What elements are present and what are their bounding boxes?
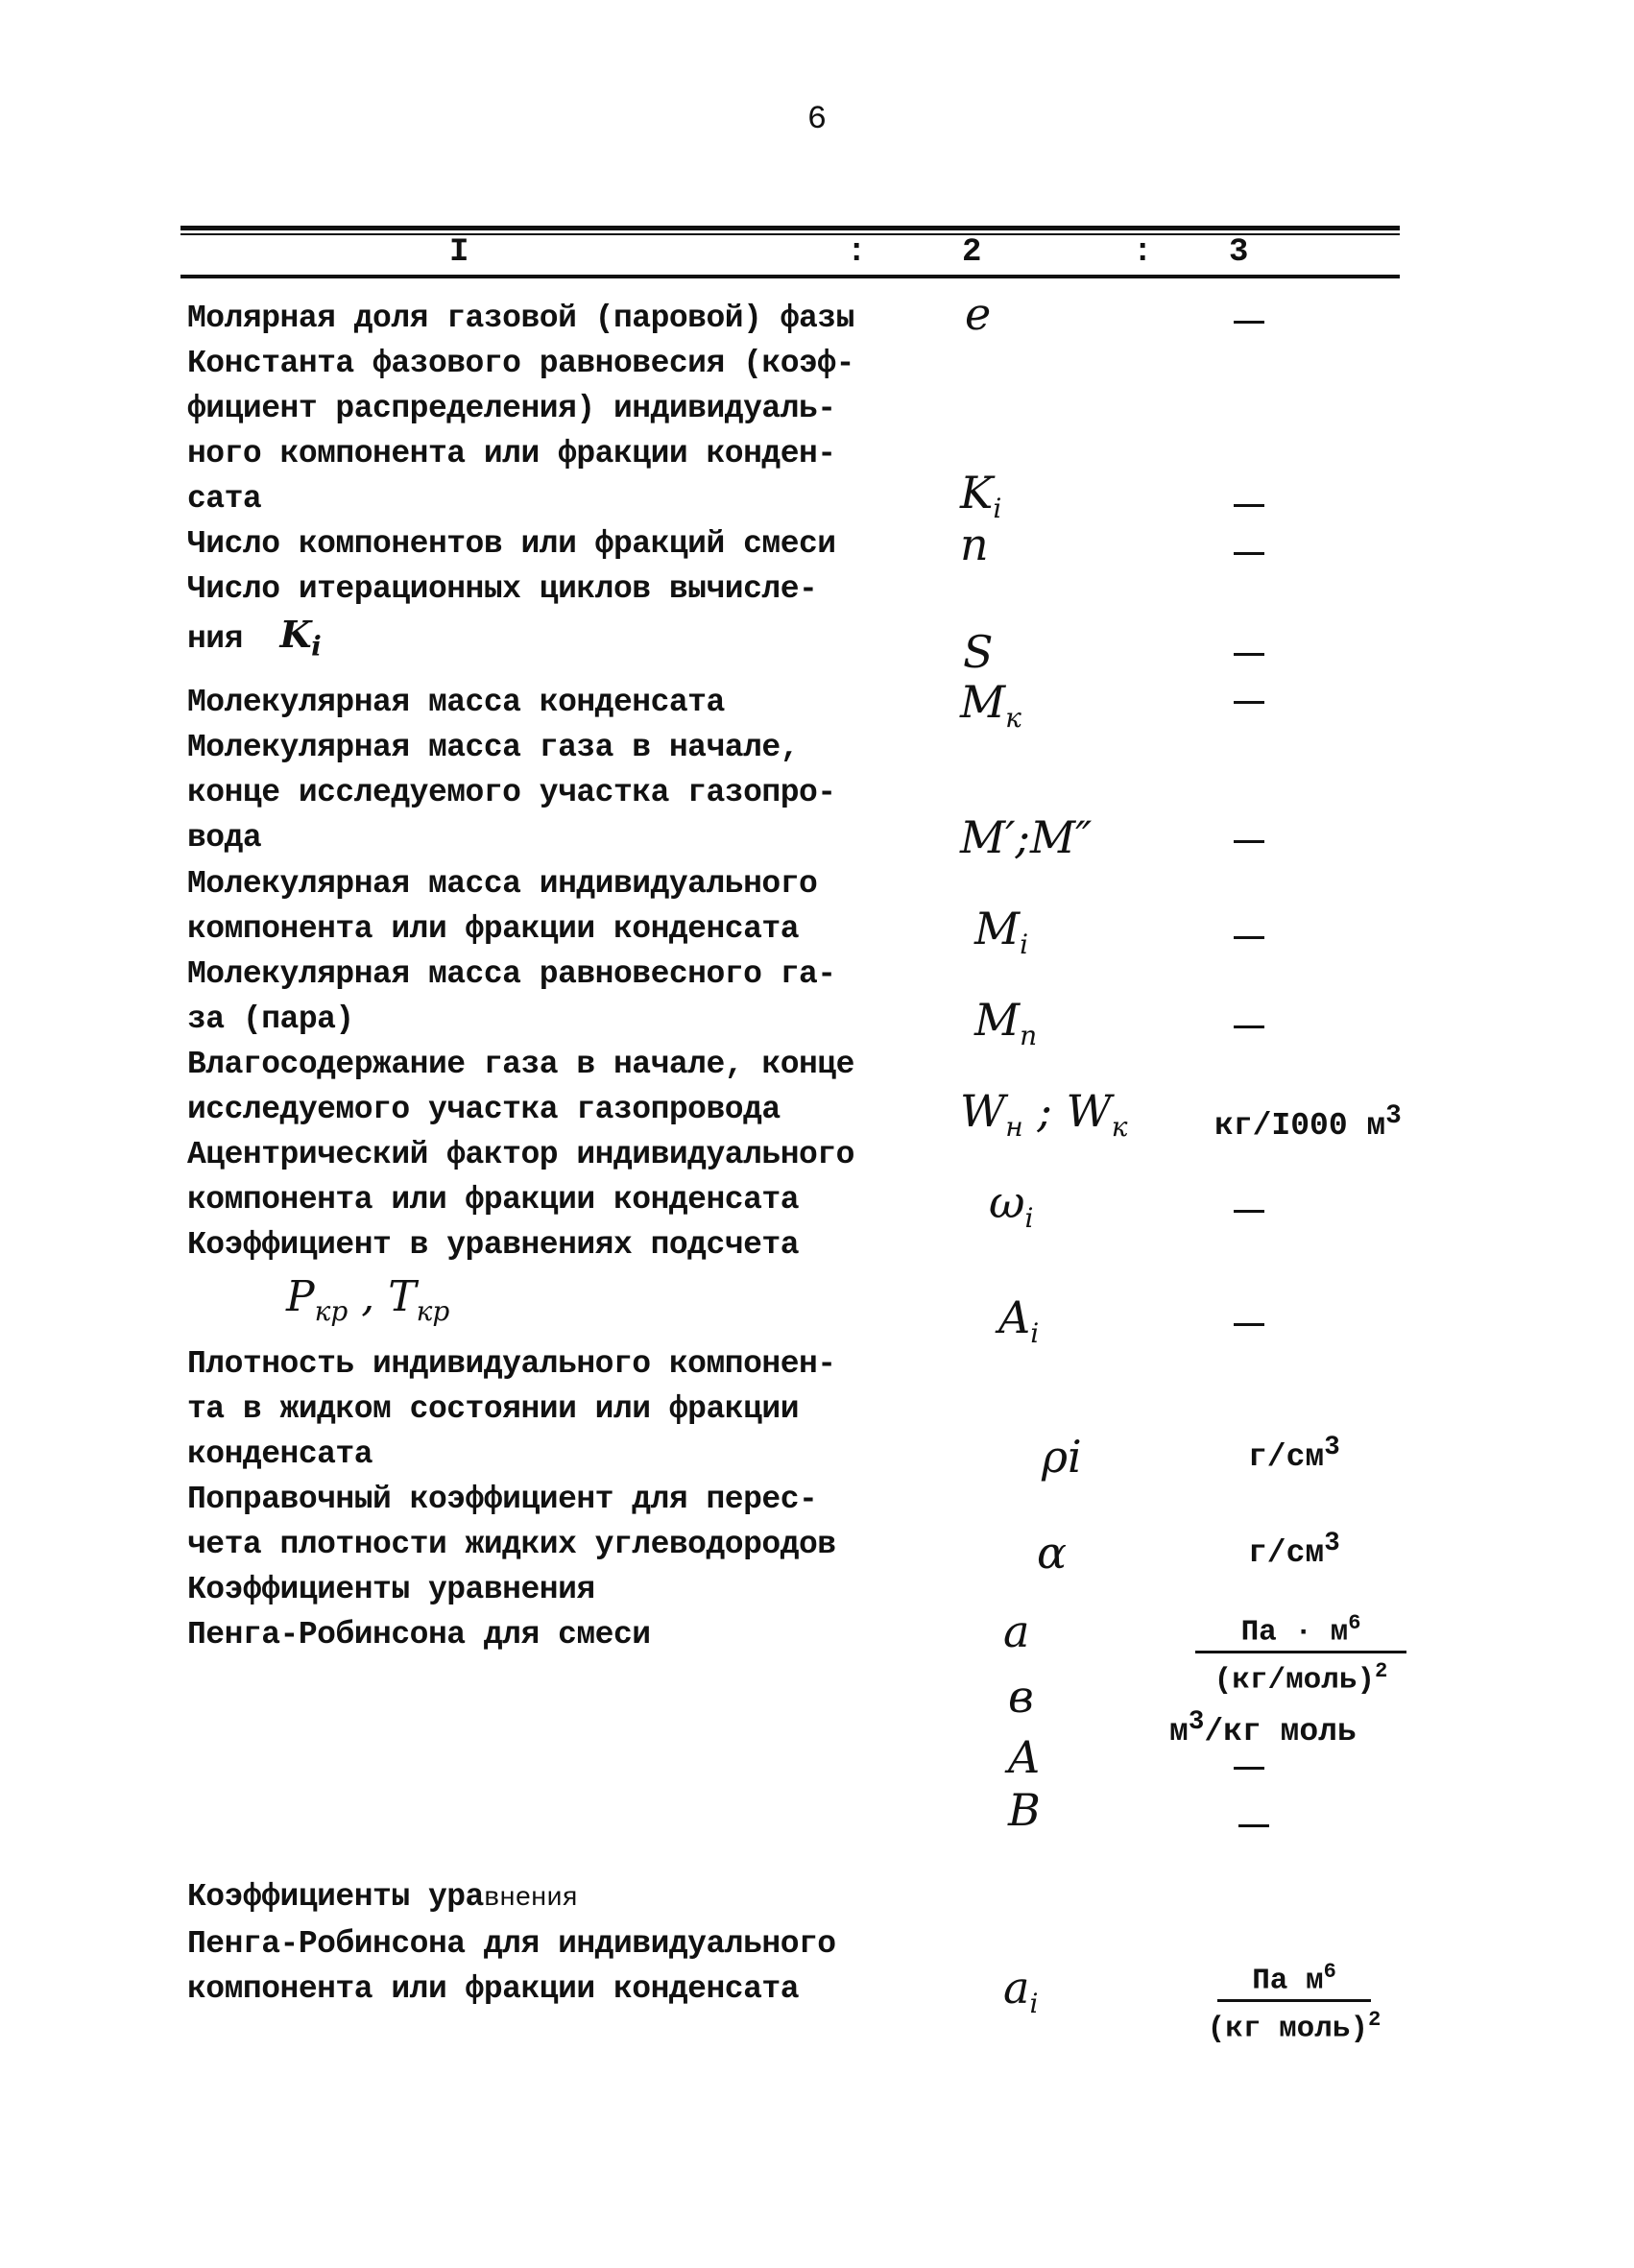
symbol-ki: $K_i$ [960, 467, 1002, 525]
row-description: Коэффициент в уравнениях подсчета [187, 1227, 800, 1263]
row-description: Молекулярная масса индивидуального [187, 866, 818, 902]
row-description: конце исследуемого участка газопро- [187, 775, 836, 810]
symbol-e: e [965, 288, 992, 340]
row-description: Число компонентов или фракций смеси [187, 526, 836, 562]
unit-dash [1234, 936, 1264, 939]
header-col1: I [449, 234, 469, 271]
row-description: чета плотности жидких углеводородов [187, 1527, 836, 1562]
table-row [187, 1222, 1406, 1267]
row-description: компонента или фракции конденсата [187, 1971, 800, 2007]
row-description: Молекулярная масса газа в начале, [187, 730, 800, 765]
row-description: вода [187, 820, 262, 856]
symbol-mk: $M_к$ [960, 676, 1021, 735]
unit-fraction-ai [1189, 1954, 1400, 2048]
header-sep1: : [847, 234, 867, 271]
table-row [187, 1132, 1406, 1222]
row-description: Поправочный коэффициент для перес- [187, 1482, 818, 1517]
symbol-a: a [1003, 1605, 1030, 1657]
row-description: ния $K_i$ [187, 613, 322, 663]
row-description: Коэффициенты уравнения [187, 1572, 595, 1607]
symbol-A: A [1008, 1731, 1041, 1783]
table-top-rule-thin [180, 233, 1400, 235]
row-description: фициент распределения) индивидуаль- [187, 391, 836, 426]
row-description: Число итерационных циклов вычисле- [187, 571, 818, 607]
unit-g-per-cm3: $г/см^3$ [1248, 1529, 1340, 1571]
unit-dash [1234, 1025, 1264, 1028]
unit-kg-per-1000m3: кг/I000 $м^3$ [1214, 1101, 1402, 1144]
unit-dash [1234, 1323, 1264, 1326]
symbol-m-prime: M′;M″ [960, 811, 1093, 863]
unit-dash-A [1234, 1767, 1264, 1770]
row-description: Коэффициенты уравнения [187, 1879, 578, 1915]
table-row [187, 341, 1406, 521]
symbol-mp: $M_п$ [974, 994, 1038, 1052]
table-row [187, 1341, 1406, 1477]
table-top-rule [180, 226, 1400, 230]
row-description: сата [187, 481, 262, 517]
unit-fraction-a [1195, 1605, 1406, 1700]
table-row [187, 296, 1406, 341]
row-description: Молекулярная масса конденсата [187, 685, 725, 720]
page-number: 6 [806, 102, 828, 138]
row-description: Пенга-Робинсона для смеси [187, 1617, 651, 1653]
fraction-numerator: Па · $м^6$ [1195, 1605, 1406, 1653]
header-sep2: : [1133, 234, 1153, 271]
unit-dash [1234, 1210, 1264, 1213]
row-description: Пенга-Робинсона для индивидуального [187, 1926, 836, 1962]
row-description: Влагосодержание газа в начале, конце [187, 1047, 854, 1082]
fraction-denominator: (кг моль)$^2$ [1207, 2008, 1382, 2046]
symbol-ai-coef: $a_i$ [1003, 1962, 1039, 2020]
table-row [187, 567, 1406, 669]
table-row [187, 952, 1406, 1042]
row-description: Молярная доля газовой (паровой) фазы [187, 301, 854, 336]
table-header-rule [180, 275, 1400, 278]
row-description: конденсата [187, 1436, 373, 1472]
symbol-rho-i: ρi [1042, 1431, 1082, 1483]
row-description: ного компонента или фракции конден- [187, 436, 836, 471]
row-description: исследуемого участка газопровода [187, 1092, 781, 1127]
row-description: Ацентрический фактор индивидуального [187, 1137, 854, 1172]
table-row [187, 861, 1406, 952]
unit-dash [1234, 701, 1264, 704]
row-description: та в жидком состоянии или фракции [187, 1391, 800, 1427]
table-row [187, 680, 1406, 725]
symbol-wn-wk: $W_н$ ; $W_к$ [960, 1085, 1128, 1144]
unit-dash [1234, 552, 1264, 555]
unit-m3-per-kg-mol: $м^3/кг$ моль [1169, 1707, 1357, 1749]
symbol-omega-i: $\omega_i$ [989, 1176, 1034, 1235]
inline-symbol-pkr-tkr: $P_{кр}$ , $T_{кр}$ [286, 1272, 450, 1327]
header-col2: 2 [962, 234, 982, 271]
unit-g-per-cm3: $г/см^3$ [1248, 1433, 1340, 1475]
unit-dash [1234, 321, 1264, 324]
symbol-s: S [963, 626, 994, 678]
row-description: компонента или фракции конденсата [187, 1182, 800, 1218]
unit-dash-B [1238, 1824, 1269, 1827]
unit-dash [1234, 840, 1264, 843]
header-col3: 3 [1229, 234, 1249, 271]
symbol-n: n [960, 519, 989, 570]
unit-dash [1234, 504, 1264, 507]
row-description: Плотность индивидуального компонен- [187, 1346, 836, 1382]
table-row [187, 725, 1406, 860]
table-row [187, 521, 1406, 567]
fraction-denominator: (кг/моль)$^2$ [1213, 1659, 1388, 1698]
inline-symbol-ki: $K_i$ [279, 613, 322, 663]
row-description: Константа фазового равновесия (коэф- [187, 346, 854, 381]
table-row [187, 1477, 1406, 1567]
symbol-alpha: α [1037, 1527, 1068, 1579]
row-description: компонента или фракции конденсата [187, 911, 800, 947]
symbol-B: B [1008, 1784, 1041, 1836]
symbol-mi: $M_i$ [974, 903, 1029, 961]
symbol-ai: $A_i$ [998, 1291, 1040, 1350]
row-description: Молекулярная масса равновесного га- [187, 956, 836, 992]
symbol-b: в [1008, 1671, 1034, 1723]
row-description: за (пара) [187, 1001, 354, 1037]
fraction-numerator: Па $м^6$ [1217, 1954, 1371, 2002]
unit-dash [1234, 653, 1264, 656]
